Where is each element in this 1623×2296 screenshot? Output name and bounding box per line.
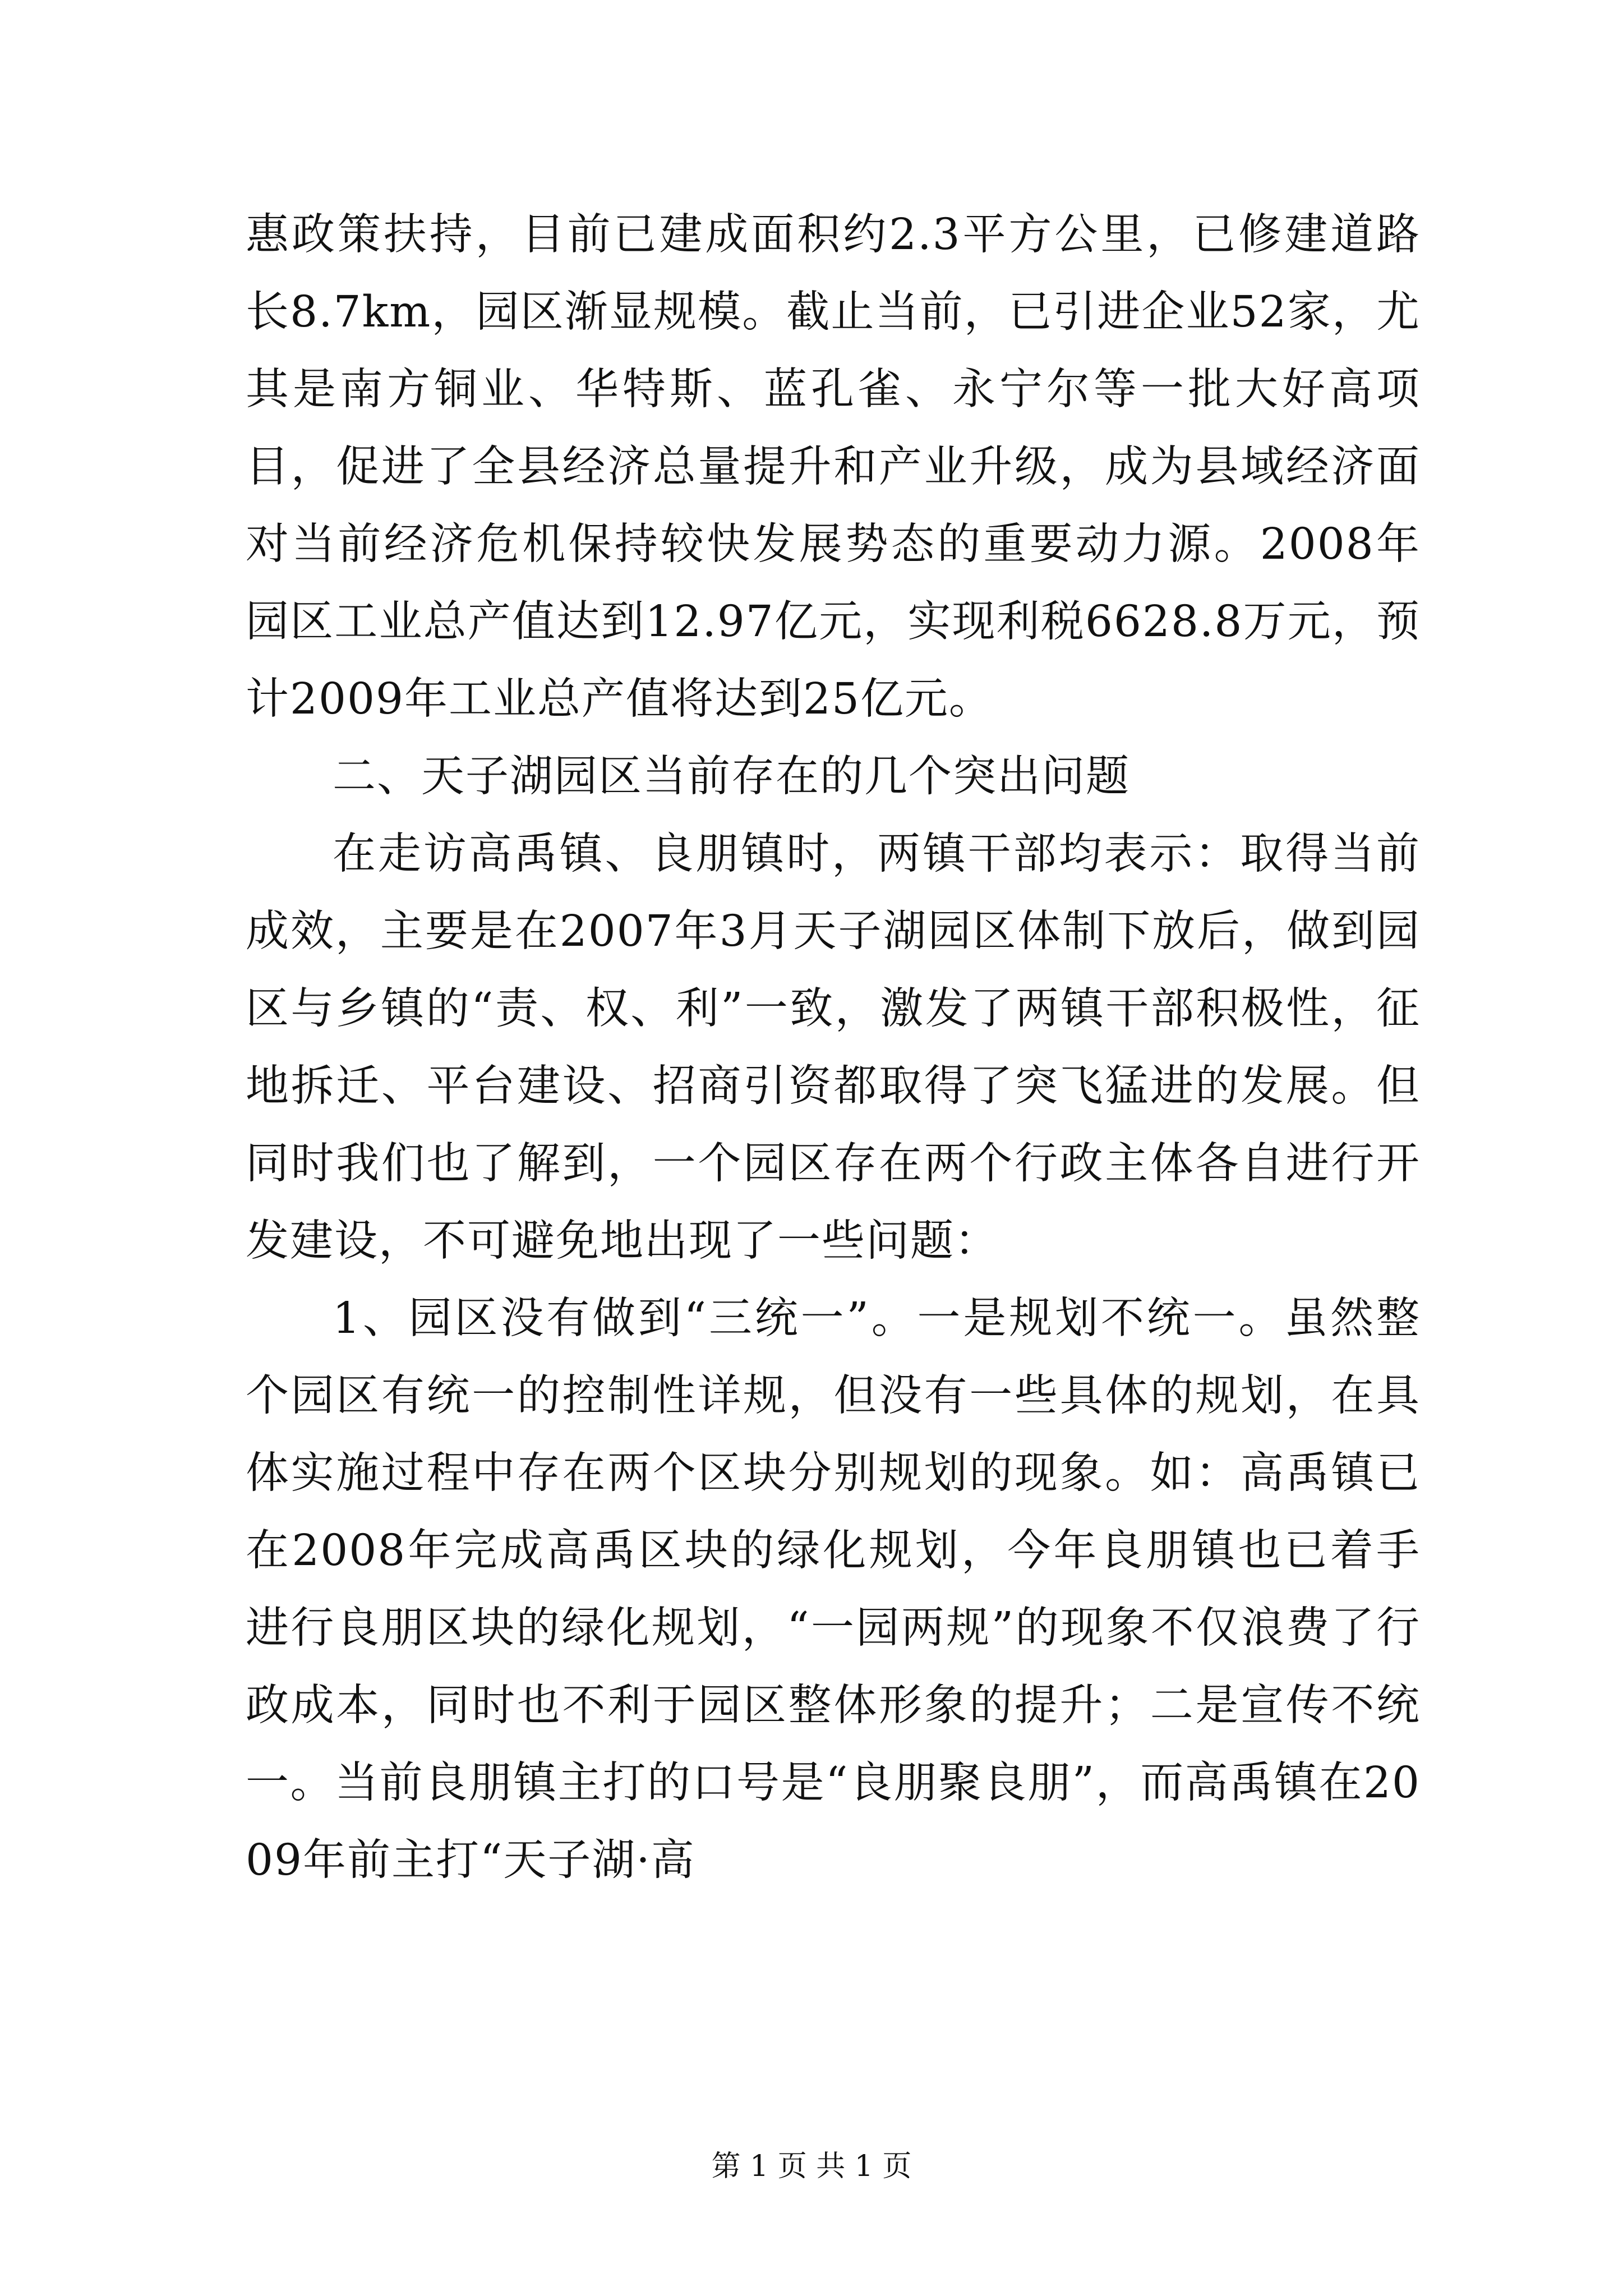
page-footer: 第 1 页 共 1 页	[711, 2150, 912, 2183]
paragraph-3: 在走访高禹镇、良朋镇时，两镇干部均表示：取得当前成效，主要是在2007年3月天子湖园区体制下放后，做到园区与乡镇的“责、权、利”一致，激发了两镇干部积极性，征地拆迁、平台建设、招商引资都取得了突飞猛进的发展。但同时我们也了解到，一个园区存在两个行政主体各自进行开发建设，不可避免地出现了一些问题：	[246, 829, 1421, 1266]
paragraph-1: 惠政策扶持，目前已建成面积约2.3平方公里，已修建道路长8.7km，园区渐显规模。截止当前，已引进企业52家，尤其是南方铜业、华特斯、蓝孔雀、永宁尔等一批大好高项目，促进了全县经济总量提升和产业升级，成为县域经济面对当前经济危机保持较快发展势态的重要动力源。2008年园区工业总产值达到12.97亿元，实现利税6628.8万元，预计2009年工业总产值将达到25亿元。	[246, 210, 1421, 724]
section-heading-2: 二、天子湖园区当前存在的几个突出问题	[333, 752, 1130, 802]
document-body	[246, 196, 1421, 1899]
paragraph-4: 1、园区没有做到“三统一”。一是规划不统一。虽然整个园区有统一的控制性详规，但没有一些具体的规划，在具体实施过程中存在两个区块分别规划的现象。如：高禹镇已在2008年完成高禹区块的绿化规划，今年良朋镇也已着手进行良朋区块的绿化规划，“一园两规”的现象不仅浪费了行政成本，同时也不利于园区整体形象的提升；二是宣传不统一。当前良朋镇主打的口号是“良朋聚良朋”，而高禹镇在2009年前主打“天子湖·高	[246, 1294, 1421, 1885]
